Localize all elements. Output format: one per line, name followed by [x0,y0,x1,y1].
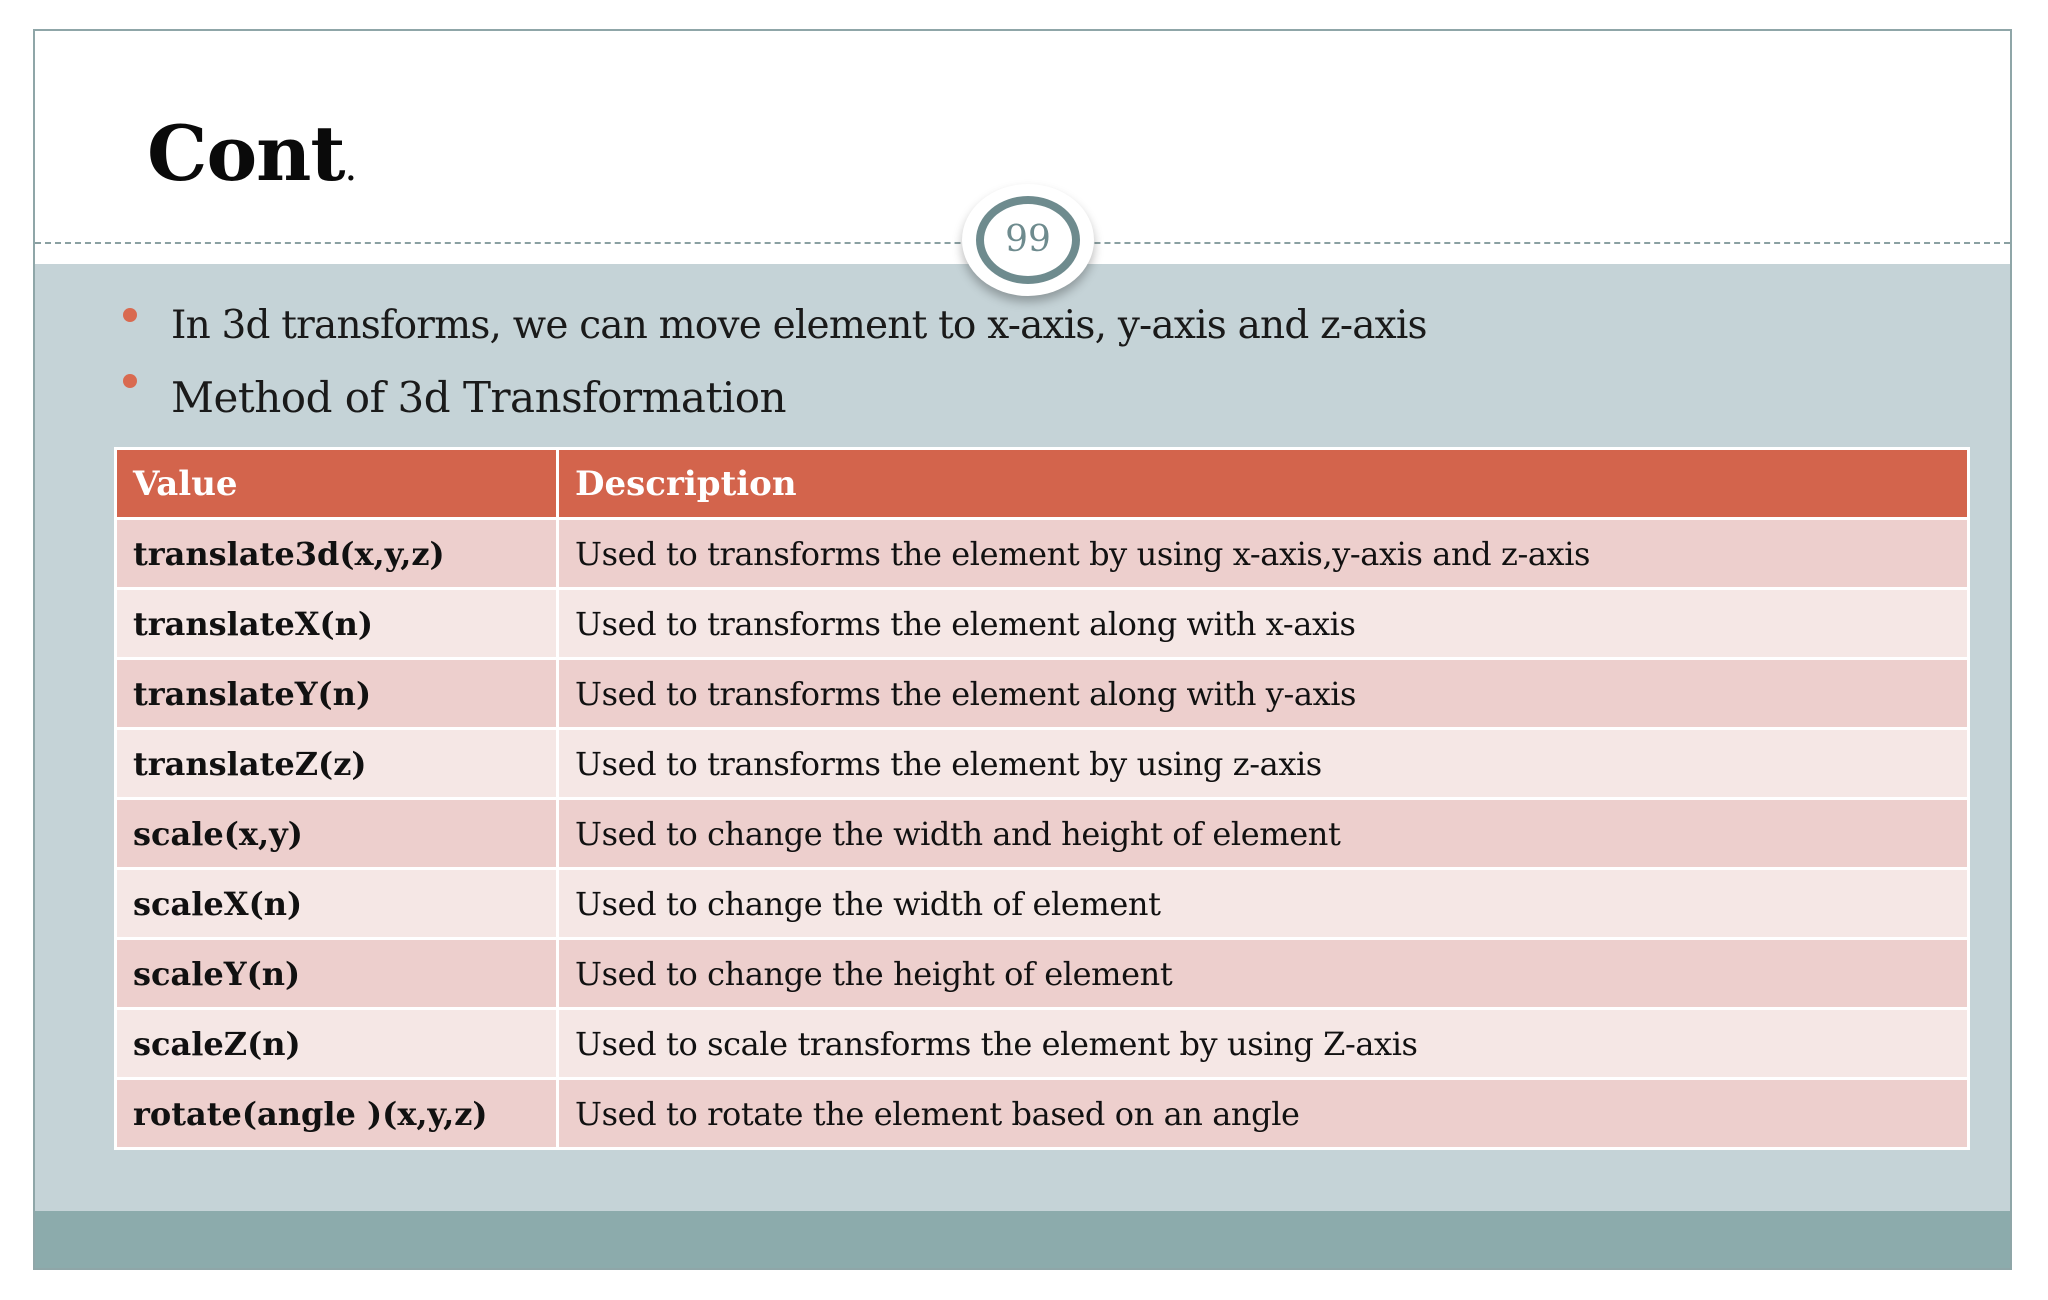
slide-title-dot: . [344,144,357,190]
value-cell: scaleZ(n) [116,1009,558,1079]
table-header-row [116,449,1969,519]
page-number-ring [976,196,1080,284]
table-row [116,1079,1969,1149]
bullet-list [85,299,1427,431]
description-cell: Used to transforms the element along with y-axis [558,659,1969,729]
footer-band [35,1211,2010,1270]
value-cell: scale(x,y) [116,799,558,869]
value-cell: rotate(angle )(x,y,z) [116,1079,558,1149]
table-row [116,519,1969,589]
page-number: 99 [1005,219,1051,260]
table-row [116,799,1969,869]
column-header-value: Value [116,449,558,519]
bullet-item [85,365,1427,431]
value-cell: translateZ(z) [116,729,558,799]
column-header-description: Description [558,449,1969,519]
description-cell: Used to change the width of element [558,869,1969,939]
slide-title-text: Cont [147,109,345,198]
table-row [116,729,1969,799]
slide [33,29,2012,1270]
value-cell: scaleY(n) [116,939,558,1009]
description-cell: Used to transforms the element along with x-axis [558,589,1969,659]
table-row [116,1009,1969,1079]
bullet-dot-icon [123,308,137,322]
table-row [116,659,1969,729]
slide-title [147,109,357,198]
value-cell: translate3d(x,y,z) [116,519,558,589]
table-row [116,869,1969,939]
description-cell: Used to rotate the element based on an angle [558,1079,1969,1149]
table-row [116,939,1969,1009]
value-cell: scaleX(n) [116,869,558,939]
description-cell: Used to change the width and height of element [558,799,1969,869]
transform-methods-table [114,447,1970,1150]
bullet-text: In 3d transforms, we can move element to x-axis, y-axis and z-axis [171,303,1427,348]
description-cell: Used to transforms the element by using x-axis,y-axis and z-axis [558,519,1969,589]
value-cell: translateY(n) [116,659,558,729]
table-row [116,589,1969,659]
value-cell: translateX(n) [116,589,558,659]
bullet-dot-icon [123,374,137,388]
description-cell: Used to change the height of element [558,939,1969,1009]
page-number-badge [962,184,1094,296]
bullet-item [85,299,1427,365]
bullet-text: Method of 3d Transformation [171,373,787,422]
description-cell: Used to transforms the element by using z-axis [558,729,1969,799]
description-cell: Used to scale transforms the element by using Z-axis [558,1009,1969,1079]
